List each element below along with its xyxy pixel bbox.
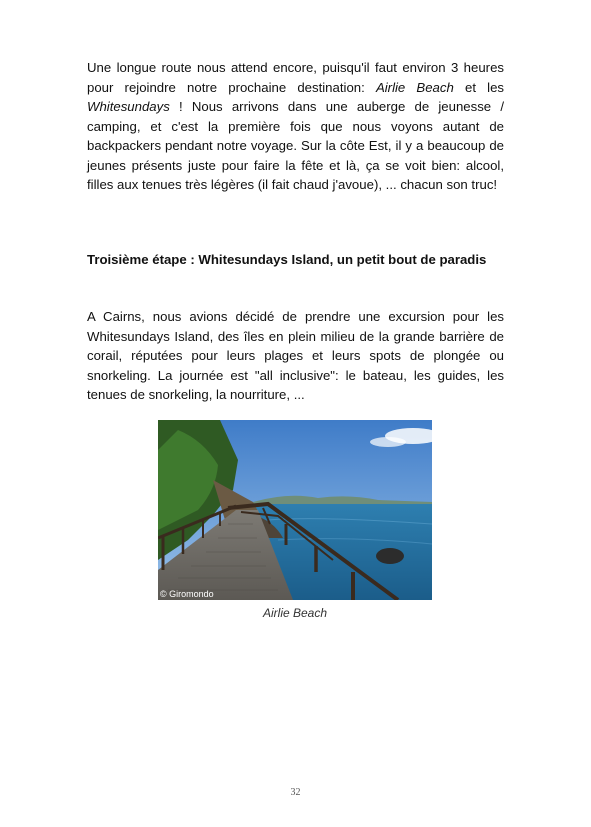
section-heading: Troisième étape : Whitesundays Island, un petit bout de paradis: [87, 252, 487, 267]
paragraph-excursion: A Cairns, nous avions décidé de prendre une excursion pour les Whitesundays Island, des îles en plein milieu de la grande barrière de corail, réputées pour leurs plages et leurs spots de plongée ou snorkeling. La journée est "all inclusive": le bateau, les guides, les tenues de snorkeling, la nourriture, ...: [87, 309, 504, 402]
paragraph-intro-text-3: ! Nous arrivons dans une auberge de jeunesse / camping, et c'est la première fois que nous voyons autant de backpackers pendant notre voyage. Sur la côte Est, il y a beaucoup de jeunes présents juste pour faire la fête et là, ça se voit bien: alcool, filles aux tenues très légères (il fait chaud j'avoue), ... chacun son truc!: [87, 99, 504, 192]
paragraph-intro: [87, 58, 504, 195]
paragraph-intro-text-1: Une longue route nous attend encore, puisqu'il faut environ 3 heures pour rejoindre notre prochaine destination:: [87, 60, 504, 95]
paragraph-intro-text-2: et les: [453, 79, 505, 95]
place-whitesundays: Whitesundays: [87, 99, 170, 114]
airlie-beach-photo: [158, 420, 432, 600]
photo-watermark: © Giromondo: [160, 589, 214, 599]
photo-caption: Airlie Beach: [262, 606, 328, 620]
place-airlie-beach: Airlie Beach: [375, 79, 454, 95]
boardwalk-photo-illustration: [158, 420, 432, 600]
page-number: 32: [290, 787, 301, 798]
